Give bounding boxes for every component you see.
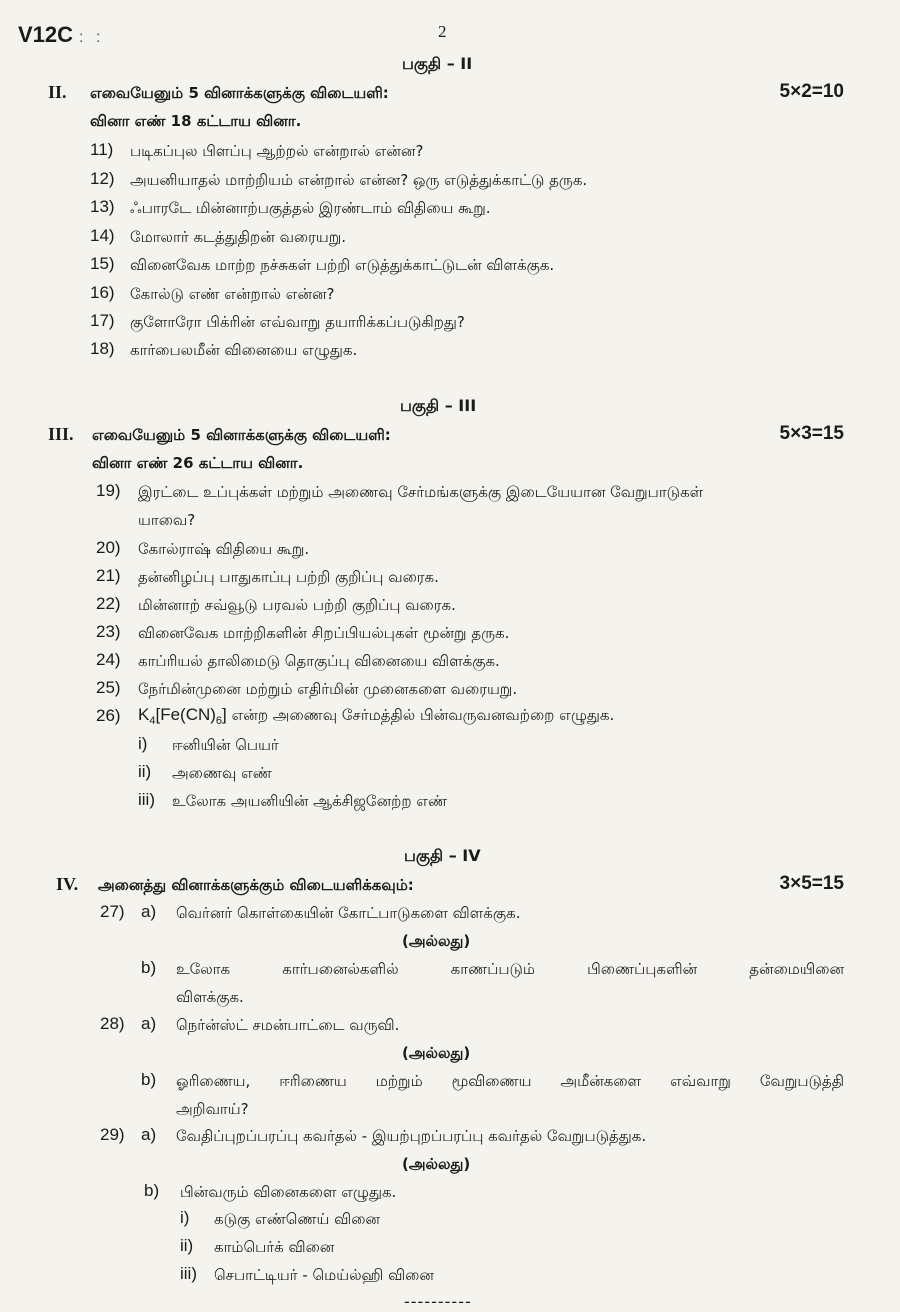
part-3-instruction: எவையேனும் 5 வினாக்களுக்கு விடையளி: — [92, 426, 391, 444]
option-text: நெர்ன்ஸ்ட் சமன்பாட்டை வருவி. — [176, 1016, 400, 1034]
question-number: 18) — [90, 339, 115, 358]
question-text: ஃபாரடே மின்னாற்பகுத்தல் இரண்டாம் விதியை கூறு. — [130, 199, 491, 217]
question-number: 25) — [96, 678, 121, 697]
question-text: குளோரோ பிக்ரின் எவ்வாறு தயாரிக்கப்படுகிறது? — [130, 313, 465, 331]
sub-item-text: அணைவு எண் — [172, 764, 272, 782]
question-number: 23) — [96, 622, 121, 641]
option-text-continued: அறிவாய்? — [176, 1100, 249, 1118]
question-text: $K_4[Fe(CN)_6]$ என்ற அணைவு சேர்மத்தில் பின்வருவனவற்றை எழுதுக. — [138, 705, 615, 727]
question-number: 13) — [90, 197, 115, 216]
question-text: கோல்ராஷ் விதியை கூறு. — [138, 540, 310, 558]
sub-item-label: iii) — [180, 1264, 197, 1283]
question-number: 20) — [96, 538, 121, 557]
option-text: வெர்னர் கொள்கையின் கோட்பாடுகளை விளக்குக. — [176, 904, 521, 922]
sub-item-label: iii) — [138, 790, 155, 809]
chemical-formula: $K_4[Fe(CN)_6]$ — [138, 705, 227, 727]
question-text: வினைவேக மாற்ற நச்சுகள் பற்றி எடுத்துக்காட்டுடன் விளக்குக. — [130, 256, 555, 274]
option-label: a) — [141, 1014, 157, 1033]
question-text: அயனியாதல் மாற்றியம் என்றால் என்ன? ஒரு எடுத்துக்காட்டு தருக. — [130, 171, 588, 189]
part-4-roman: IV. — [56, 874, 79, 894]
question-number: 26) — [96, 706, 121, 725]
question-number: 16) — [90, 283, 115, 302]
question-number: 11) — [90, 140, 114, 159]
question-text: படிகப்புல பிளப்பு ஆற்றல் என்றால் என்ன? — [130, 142, 424, 160]
question-number: 19) — [96, 481, 121, 500]
sub-item-label: i) — [180, 1208, 190, 1227]
question-text: கோல்டு எண் என்றால் என்ன? — [130, 285, 335, 303]
part-2-roman: II. — [48, 82, 67, 102]
part-3-title: பகுதி – III — [400, 396, 477, 415]
question-text: மின்னாற் சவ்வூடு பரவல் பற்றி குறிப்பு வரைக. — [138, 596, 456, 614]
part-3-compulsory: வினா எண் 26 கட்டாய வினா. — [92, 454, 304, 472]
sub-item-text: உலோக அயனியின் ஆக்சிஜனேற்ற எண் — [172, 792, 448, 810]
part-3-marks: 5×3=15 — [779, 423, 844, 444]
option-text: ஓரிணைய, ஈரிணைய மற்றும் மூவிணைய அமீன்களை எவ்வாறு வேறுபடுத்தி — [176, 1072, 844, 1090]
question-number: 21) — [96, 566, 121, 585]
question-text: வினைவேக மாற்றிகளின் சிறப்பியல்புகள் மூன்று தருக. — [138, 624, 510, 642]
part-2-instruction: எவையேனும் 5 வினாக்களுக்கு விடையளி: — [90, 84, 389, 102]
question-number: 15) — [90, 254, 115, 273]
sub-item-text: கடுகு எண்ணெய் வினை — [214, 1210, 380, 1228]
question-text: காப்ரியல் தாலிமைடு தொகுப்பு வினையை விளக்குக. — [138, 652, 500, 670]
part-3-roman: III. — [48, 424, 74, 444]
option-label: a) — [141, 902, 157, 921]
paper-code: V12C : : — [18, 22, 105, 47]
part-2-compulsory: வினா எண் 18 கட்டாய வினா. — [90, 112, 302, 130]
sub-item-label: ii) — [138, 762, 152, 781]
question-number: 27) — [100, 902, 125, 921]
part-4-title: பகுதி – IV — [404, 846, 481, 865]
question-text: மோலார் கடத்துதிறன் வரையறு. — [130, 228, 347, 246]
question-text: இரட்டை உப்புக்கள் மற்றும் அணைவு சேர்மங்களுக்கு இடையேயான வேறுபாடுகள் — [138, 483, 704, 501]
question-number: 22) — [96, 594, 121, 613]
paper-code-marks: : : — [79, 29, 105, 46]
or-separator: (அல்லது) — [402, 932, 471, 950]
option-text-continued: விளக்குக. — [176, 988, 244, 1006]
option-label: b) — [144, 1181, 160, 1200]
part-2-title: பகுதி – II — [402, 54, 473, 73]
option-text: உலோக கார்பனைல்களில் காணப்படும் பிணைப்புகளின் தன்மையினை — [176, 960, 844, 978]
sub-item-text: செபாட்டியர் - மெய்ல்ஹி வினை — [214, 1266, 434, 1284]
sub-item-label: i) — [138, 734, 148, 753]
option-label: b) — [141, 1070, 157, 1089]
sub-item-text: ஈனியின் பெயர் — [172, 736, 279, 754]
sub-item-text: காம்பெர்க் வினை — [214, 1238, 335, 1256]
option-text: பின்வரும் வினைகளை எழுதுக. — [180, 1183, 397, 1201]
question-number: 28) — [100, 1014, 125, 1033]
option-text: வேதிப்புறப்பரப்பு கவர்தல் - இயற்புறப்பரப்பு கவர்தல் வேறுபடுத்துக. — [176, 1127, 647, 1145]
end-of-page-mark: ---------- — [404, 1292, 472, 1311]
part-4-marks: 3×5=15 — [779, 873, 844, 894]
question-number: 17) — [90, 311, 115, 330]
part-2-marks: 5×2=10 — [779, 81, 844, 102]
page-number: 2 — [438, 22, 447, 41]
question-text: கார்பைலமீன் வினையை எழுதுக. — [130, 341, 358, 359]
or-separator: (அல்லது) — [402, 1155, 471, 1173]
sub-item-label: ii) — [180, 1236, 194, 1255]
question-text: தன்னிழப்பு பாதுகாப்பு பற்றி குறிப்பு வரைக. — [138, 568, 439, 586]
question-number: 14) — [90, 226, 115, 245]
question-text-continued: யாவை? — [138, 511, 196, 529]
question-number: 12) — [90, 169, 115, 188]
option-label: a) — [141, 1125, 157, 1144]
question-number: 24) — [96, 650, 121, 669]
question-text: நேர்மின்முனை மற்றும் எதிர்மின் முனைகளை வரையறு. — [138, 680, 518, 698]
or-separator: (அல்லது) — [402, 1044, 471, 1062]
part-4-instruction: அனைத்து வினாக்களுக்கும் விடையளிக்கவும்: — [98, 876, 414, 894]
option-label: b) — [141, 958, 157, 977]
question-number: 29) — [100, 1125, 125, 1144]
